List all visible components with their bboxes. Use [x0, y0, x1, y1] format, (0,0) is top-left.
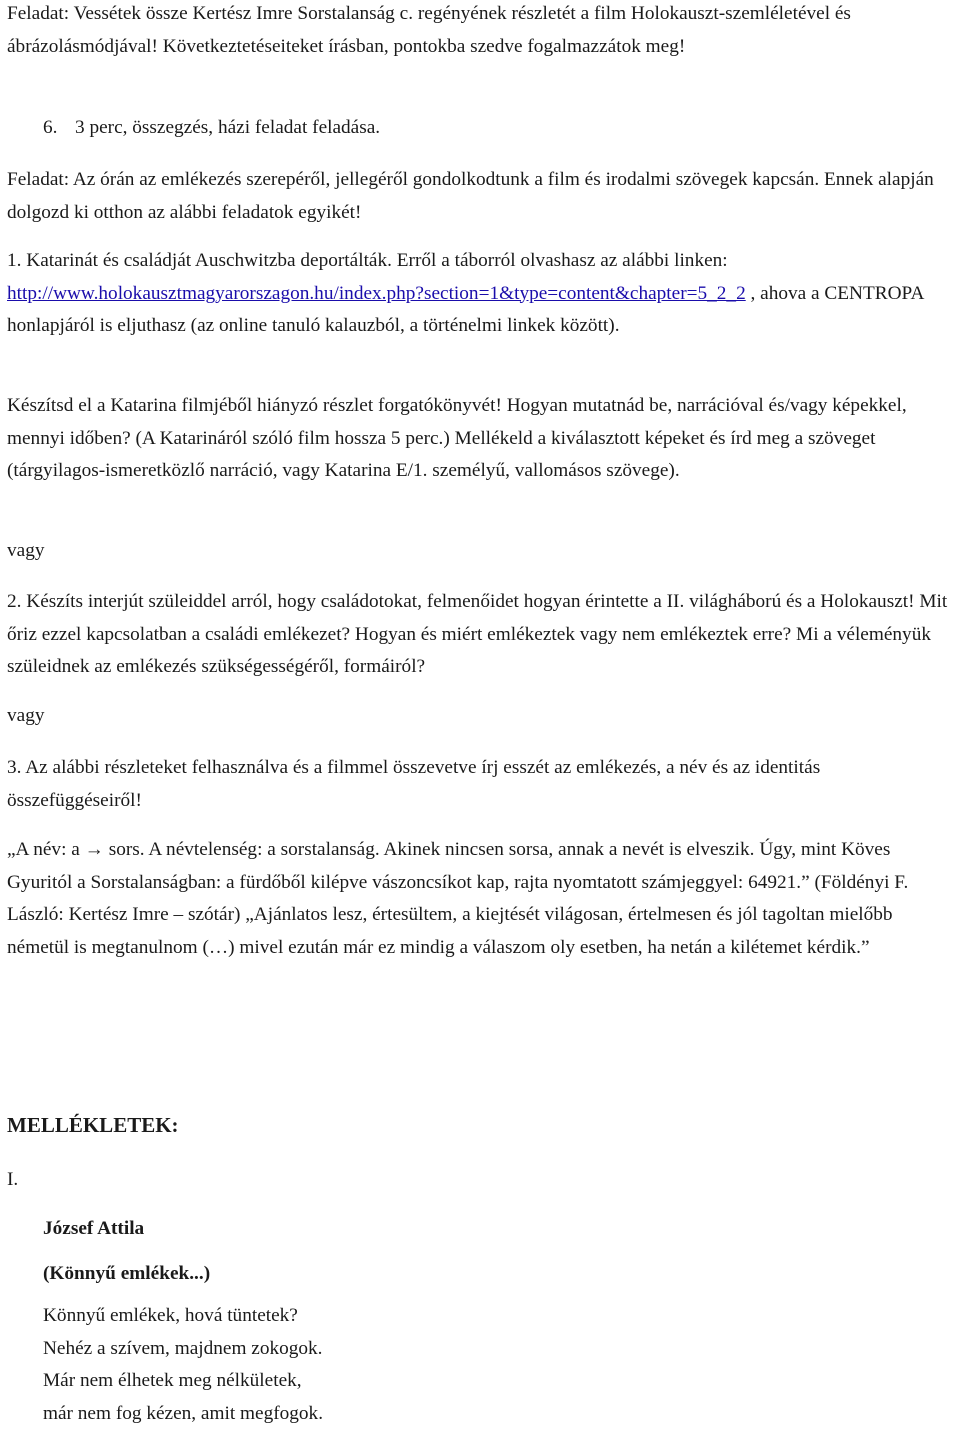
poem-author: József Attila [43, 1213, 323, 1246]
task-paragraph-1: Feladat: Vessétek össze Kertész Imre Sorstalanság c. regényének részletét a film Holokauszt-szemléletével és ábrázolásmódjával! Következtetéseiteket írásban, pontokba szedve fogalmazzátok meg! [7, 0, 952, 63]
holocaust-link[interactable]: http://www.holokausztmagyarorszagon.hu/index.php?section=1&type=content&chapter=5_2_2 [7, 283, 746, 304]
task-option-3: 3. Az alábbi részleteket felhasználva és a filmmel összevetve írj esszét az emlékezés, a név és az identitás összefüggéseiről! [7, 752, 937, 817]
task-option-2: 2. Készíts interjút szüleiddel arról, hogy családotokat, felmenőidet hogyan érintette a II. világháború és a Holokauszt! Mit őriz ezzel kapcsolatban a családi emlékezet? Hogyan és miért emlékeztek vagy nem emlékeztek erre? Mi a véleményük szüleidnek az emlékezés szükségességéről, formáiról? [7, 586, 958, 684]
poem-stanza [43, 1300, 323, 1430]
appendix-roman-numeral: I. [7, 1164, 18, 1197]
or-separator-1: vagy [7, 535, 44, 568]
poem-line: Már nem élhetek meg nélkületek, [43, 1365, 323, 1398]
poem-line: Nehéz a szívem, majdnem zokogok. [43, 1333, 323, 1366]
option-1-text-after: , ahova a CENTROPA honlapjáról is eljuthasz (az online tanuló kalauzból, a történelmi linkek között). [7, 283, 923, 337]
poem-line: már nem fog kézen, amit megfogok. [43, 1398, 323, 1430]
list-item-text: 3 perc, összegzés, házi feladat feladása. [75, 117, 380, 138]
task-option-1-detail: Készítsd el a Katarina filmjéből hiányzó részlet forgatókönyvét! Hogyan mutatnád be, narrációval és/vagy képekkel, mennyi időben? (A Katarináról szóló film hossza 5 perc.) Mellékeld a kiválasztott képeket és írd meg a szöveget (tárgyilagos-ismeretközlő narráció, vagy Katarina E/1. személyű, vallomásos szövege). [7, 390, 947, 488]
poem-title: (Könnyű emlékek...) [43, 1258, 323, 1291]
list-item-number: 6. [43, 112, 75, 145]
task-paragraph-2: Feladat: Az órán az emlékezés szerepéről, jellegéről gondolkodtunk a film és irodalmi szövegek kapcsán. Ennek alapján dolgozd ki otthon az alábbi feladatok egyikét! [7, 164, 952, 229]
list-item-6 [7, 112, 380, 145]
quote-paragraph: „A név: a → sors. A névtelenség: a sorstalanság. Akinek nincsen sorsa, annak a nevét is elveszik. Úgy, mint Köves Gyuritól a Sorstalanságban: a fürdőből kilépve vászoncsíkot kap, rajta nyomtatott számjeggyel: 64921.” (Földényi F. László: Kertész Imre – szótár) „Ajánlatos lesz, értesültem, a kiejtését világosan, értelmesen és jól tagoltan mielőbb németül is megtanulnom (…) mivel ezután már ez mindig a válaszom oly esetben, ha netán a kilétemet kérdik.” [7, 834, 952, 964]
task-option-1-intro [7, 245, 955, 343]
or-separator-2: vagy [7, 700, 44, 733]
appendix-heading: MELLÉKLETEK: [7, 1109, 179, 1142]
poem-line: Könnyű emlékek, hová tüntetek? [43, 1300, 323, 1333]
poem [43, 1213, 323, 1430]
option-1-text-before: 1. Katarinát és családját Auschwitzba deportálták. Erről a táborról olvashasz az alábbi linken: [7, 250, 728, 271]
